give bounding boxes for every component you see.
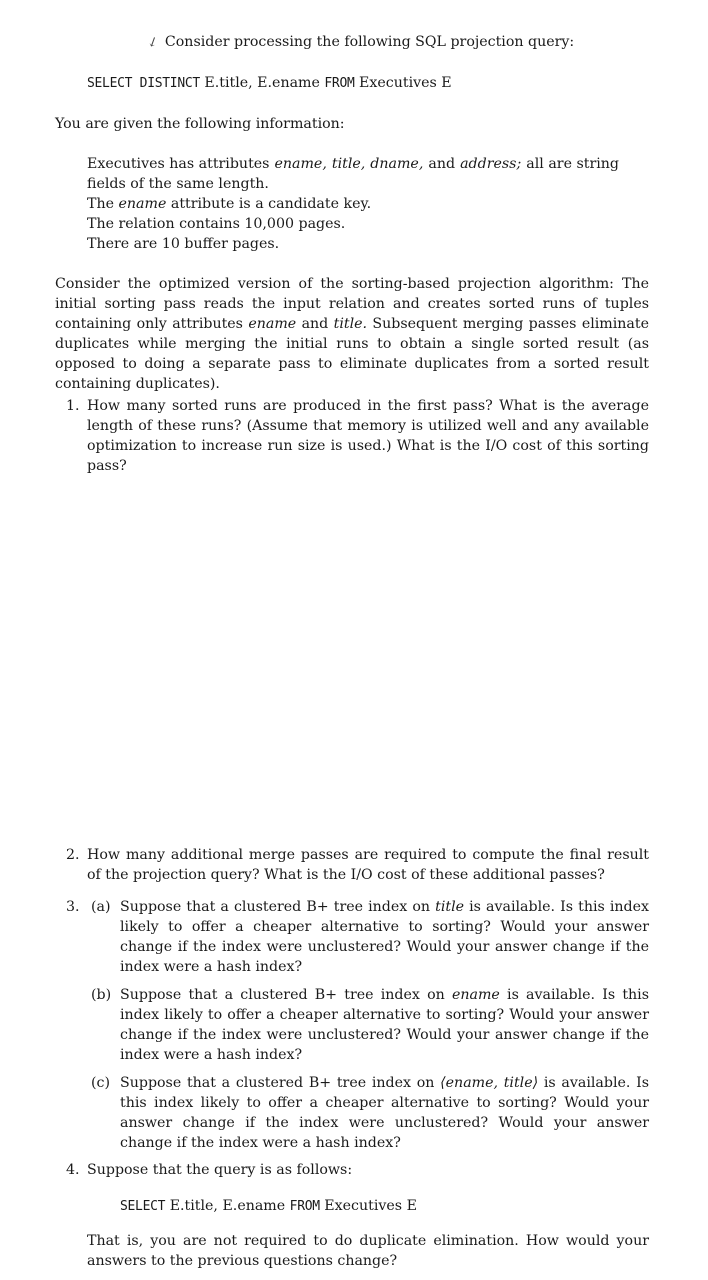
info-line-2: fields of the same length. (87, 176, 269, 192)
question-1 (66, 396, 649, 476)
sql-keyword-from: FROM (289, 1199, 320, 1214)
subquestion-text: Suppose that a clustered B+ tree index on ⟨ename, title⟩ is available. Is this index likely to offer a cheaper alternative to sorting? Would your answer change if the index were unclustered? Would your answer change if the index were a hash index? (120, 1075, 649, 1151)
sql-columns: E.title, E.ename (169, 1198, 286, 1214)
arrow-mark-icon: ↙ (145, 33, 162, 52)
info-block (87, 154, 619, 254)
question-3 (66, 897, 649, 1153)
subquestion-text: Suppose that a clustered B+ tree index on title is available. Is this index likely to offer a cheaper alternative to sorting? Would your answer change if the index were unclustered? Would your answer change if the index were a hash index? (120, 899, 650, 975)
question-4 (66, 1160, 649, 1271)
question-3c (91, 1073, 649, 1153)
question-number: 1. (66, 398, 80, 414)
sql-keyword-from: FROM (324, 76, 355, 91)
question-text: Suppose that the query is as follows: (87, 1162, 353, 1178)
sql-query (87, 73, 452, 94)
info-line-1: Executives has attributes ename, title, dname, and address; all are string (87, 156, 619, 172)
subquestion-text: Suppose that a clustered B+ tree index on ename is available. Is this index likely to offer a cheaper alternative to sorting? Would your answer change if the index were unclustered? Would your answer change if the index were a hash index? (120, 987, 649, 1063)
intro-line: ↙ Consider processing the following SQL projection query: (148, 32, 574, 53)
subquestion-label: (c) (91, 1075, 111, 1091)
algorithm-paragraph: Consider the optimized version of the sorting-based projection algorithm: The initial sorting pass reads the input relation and creates sorted runs of tuples containing only attributes ename and title. Subsequent merging passes eliminate duplicates while merging the initial runs to obtain a single sorted result (as opposed to doing a separate pass to eliminate duplicates from a sorted result containing duplicates). (55, 276, 649, 392)
sql-keyword-select: SELECT (120, 1199, 166, 1214)
sql-columns: E.title, E.ename (204, 75, 320, 91)
question-number: 4. (66, 1162, 80, 1178)
question-number: 3. (66, 899, 80, 915)
question-text: How many sorted runs are produced in the first pass? What is the average length of these runs? (Assume that memory is utilized well and any available optimization to increase run size is used.) What is the I/O cost of this sorting pass? (87, 398, 649, 474)
question-2 (66, 845, 649, 885)
subquestion-label: (b) (91, 987, 112, 1003)
question-3b (91, 985, 649, 1065)
question-text: How many additional merge passes are required to compute the final result of the projection query? What is the I/O cost of these additional passes? (87, 847, 649, 883)
sql-keyword-select: SELECT DISTINCT (87, 76, 200, 91)
sql-table: Executives E (359, 75, 452, 91)
question-followup: That is, you are not required to do duplicate elimination. How would your answers to the previous questions change? (87, 1233, 649, 1269)
info-line-5: There are 10 buffer pages. (87, 236, 280, 252)
sql-query-2 (120, 1196, 649, 1217)
question-3a (91, 897, 649, 977)
info-line-4: The relation contains 10,000 pages. (87, 216, 346, 232)
question-number: 2. (66, 847, 80, 863)
info-line-3: The ename attribute is a candidate key. (87, 196, 372, 212)
given-intro: You are given the following information: (55, 116, 345, 132)
subquestion-label: (a) (91, 899, 111, 915)
sql-table: Executives E (324, 1198, 417, 1214)
